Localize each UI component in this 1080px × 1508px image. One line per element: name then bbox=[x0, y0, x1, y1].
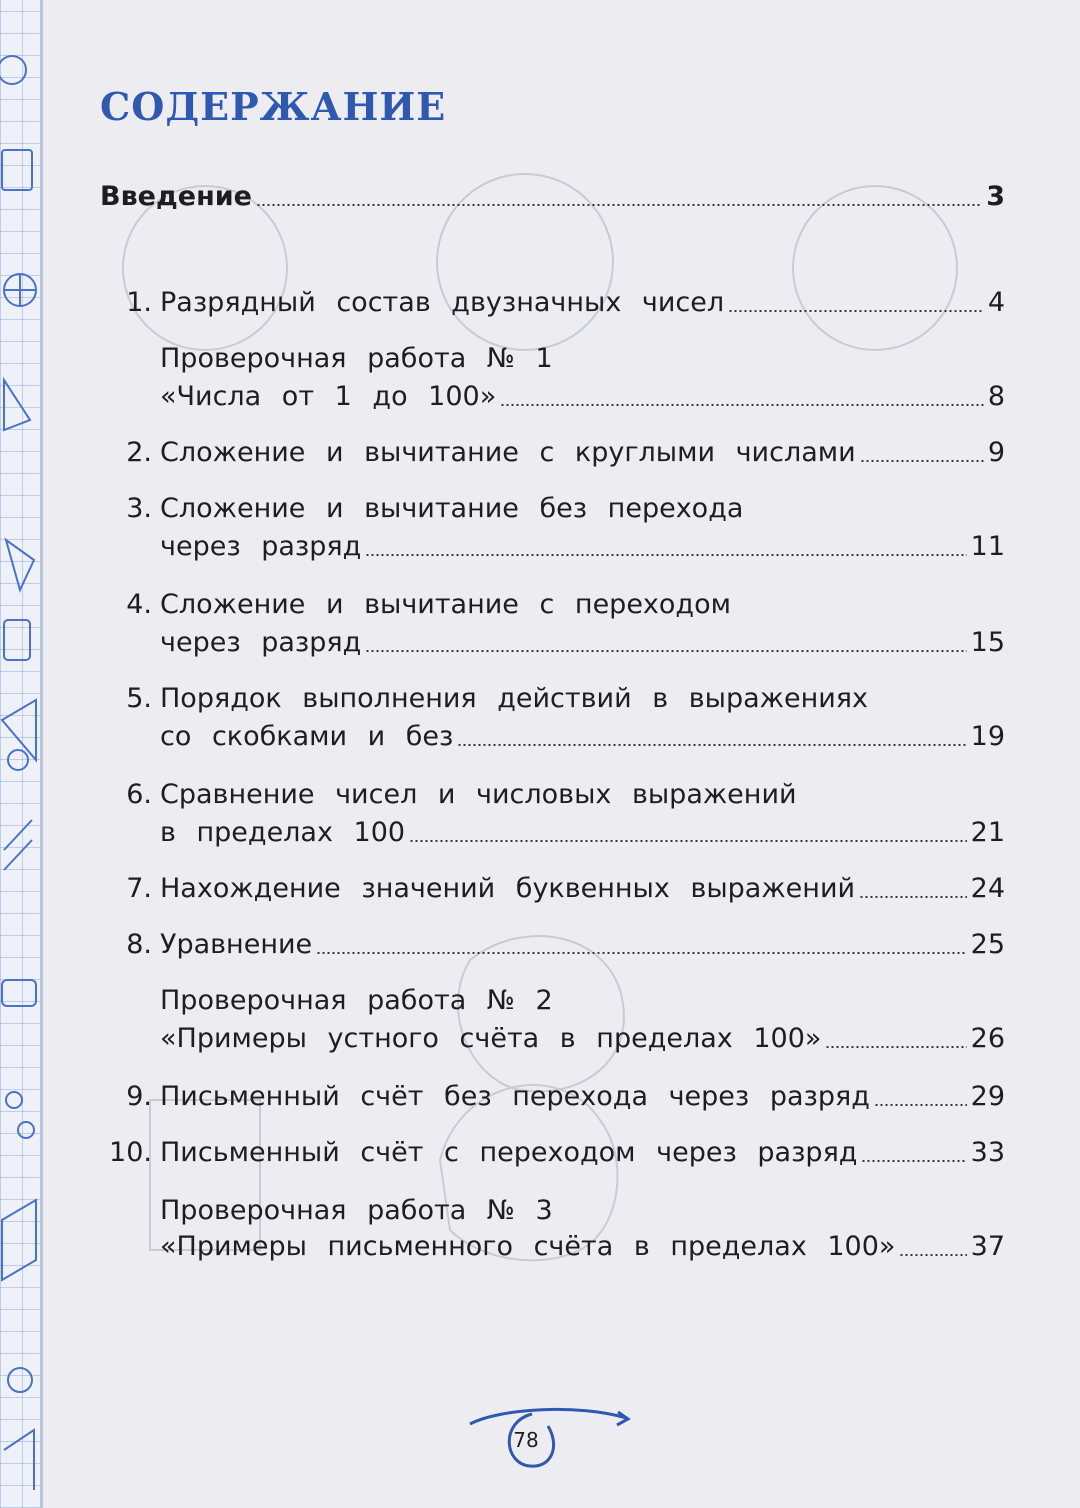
dot-leader bbox=[861, 1160, 966, 1162]
toc-entry-text: «Примеры устного счёта в пределах 100» bbox=[160, 1023, 822, 1054]
toc-line-test-1-title bbox=[160, 342, 1005, 376]
toc-entry-number: 4. bbox=[126, 589, 152, 620]
dot-leader bbox=[500, 404, 984, 406]
toc-entry-text: Сложение и вычитание с круглыми числами bbox=[160, 437, 856, 468]
toc-line-test-3-title bbox=[160, 1194, 1005, 1228]
toc-entry-number: 1. bbox=[126, 287, 152, 318]
swirl-arrow-icon bbox=[460, 1400, 640, 1480]
toc-line-3[interactable] bbox=[160, 530, 1005, 564]
toc-page-number: 21 bbox=[970, 817, 1005, 848]
dot-leader bbox=[256, 204, 982, 206]
toc-entry-text: Порядок выполнения действий в выражениях bbox=[160, 683, 868, 714]
toc-entry-number: 10. bbox=[109, 1137, 152, 1168]
toc-entry-text: через разряд bbox=[160, 627, 362, 658]
page-number: 78 bbox=[513, 1428, 539, 1452]
toc-entry-number: 7. bbox=[126, 873, 152, 904]
toc-line-4[interactable] bbox=[160, 626, 1005, 660]
toc-line-test-2-title bbox=[160, 984, 1005, 1018]
toc-entry-text: Введение bbox=[100, 181, 252, 212]
toc-entry-text: со скобками и без bbox=[160, 721, 454, 752]
toc-line-test-3[interactable] bbox=[160, 1230, 1005, 1264]
toc-entry-text: Проверочная работа № 2 bbox=[160, 985, 553, 1016]
toc-page-number: 15 bbox=[970, 627, 1005, 658]
toc-entry-text: Разрядный состав двузначных чисел bbox=[160, 287, 725, 318]
dot-leader bbox=[316, 952, 967, 954]
toc-entry-number: 3. bbox=[126, 493, 152, 524]
toc-line-5-title bbox=[126, 682, 1005, 716]
dot-leader bbox=[825, 1046, 966, 1048]
toc-entry-text: «Числа от 1 до 100» bbox=[160, 381, 497, 412]
toc-page-number: 11 bbox=[970, 531, 1005, 562]
toc-page-number: 37 bbox=[970, 1231, 1005, 1262]
toc-entry-text: через разряд bbox=[160, 531, 362, 562]
toc-page-number: 29 bbox=[970, 1081, 1005, 1112]
toc-line-5[interactable] bbox=[160, 720, 1005, 754]
toc-entry-text: Нахождение значений буквенных выражений bbox=[160, 873, 856, 904]
toc-line-9[interactable] bbox=[126, 1080, 1005, 1114]
page-number-badge bbox=[460, 1400, 640, 1480]
dot-leader bbox=[899, 1254, 966, 1256]
dot-leader bbox=[859, 896, 967, 898]
toc-line-10[interactable] bbox=[109, 1136, 1005, 1170]
dot-leader bbox=[457, 744, 966, 746]
toc-entry-number: 5. bbox=[126, 683, 152, 714]
toc-entry-number: 2. bbox=[126, 437, 152, 468]
toc-line-3-title bbox=[126, 492, 1005, 526]
toc-entry-text: Проверочная работа № 3 bbox=[160, 1195, 553, 1226]
toc-entry-number: 9. bbox=[126, 1081, 152, 1112]
dot-leader bbox=[728, 310, 984, 312]
dot-leader bbox=[365, 650, 966, 652]
toc-entry-text: Письменный счёт с переходом через разряд bbox=[160, 1137, 858, 1168]
toc-page-number: 19 bbox=[970, 721, 1005, 752]
dot-leader bbox=[860, 460, 984, 462]
toc-entry-text: Уравнение bbox=[160, 929, 313, 960]
toc-line-2[interactable] bbox=[126, 436, 1005, 470]
dot-leader bbox=[874, 1104, 967, 1106]
toc-line-8[interactable] bbox=[126, 928, 1005, 962]
toc-page-number: 8 bbox=[987, 381, 1005, 412]
toc-line-7[interactable] bbox=[126, 872, 1005, 906]
toc-entry-text: Проверочная работа № 1 bbox=[160, 343, 553, 374]
toc-entry-number: 6. bbox=[126, 779, 152, 810]
toc-line-test-2[interactable] bbox=[160, 1022, 1005, 1056]
toc-page-number: 9 bbox=[987, 437, 1005, 468]
toc-entry-text: «Примеры письменного счёта в пределах 100» bbox=[160, 1231, 896, 1262]
toc-line-6[interactable] bbox=[160, 816, 1005, 850]
toc-entry-text: Сложение и вычитание с переходом bbox=[160, 589, 731, 620]
toc-entry-text: Письменный счёт без перехода через разряд bbox=[160, 1081, 870, 1112]
toc-page-number: 26 bbox=[970, 1023, 1005, 1054]
toc-page-number: 4 bbox=[987, 287, 1005, 318]
toc-line-test-1[interactable] bbox=[160, 380, 1005, 414]
toc-page-number: 24 bbox=[970, 873, 1005, 904]
toc-page-number: 25 bbox=[970, 929, 1005, 960]
page-title: СОДЕРЖАНИЕ bbox=[100, 84, 447, 129]
dot-leader bbox=[365, 554, 966, 556]
toc-entry-text: Сравнение чисел и числовых выражений bbox=[160, 779, 797, 810]
toc-entry-number: 8. bbox=[126, 929, 152, 960]
toc-entry-text: Сложение и вычитание без перехода bbox=[160, 493, 744, 524]
toc-page-number: 3 bbox=[986, 181, 1005, 212]
toc-line-1[interactable] bbox=[126, 286, 1005, 320]
toc-entry-text: в пределах 100 bbox=[160, 817, 406, 848]
toc-line-4-title bbox=[126, 588, 1005, 622]
toc-line-6-title bbox=[126, 778, 1005, 812]
dot-leader bbox=[409, 840, 967, 842]
toc-page-number: 33 bbox=[970, 1137, 1005, 1168]
toc-line-introduction[interactable] bbox=[100, 180, 1005, 214]
